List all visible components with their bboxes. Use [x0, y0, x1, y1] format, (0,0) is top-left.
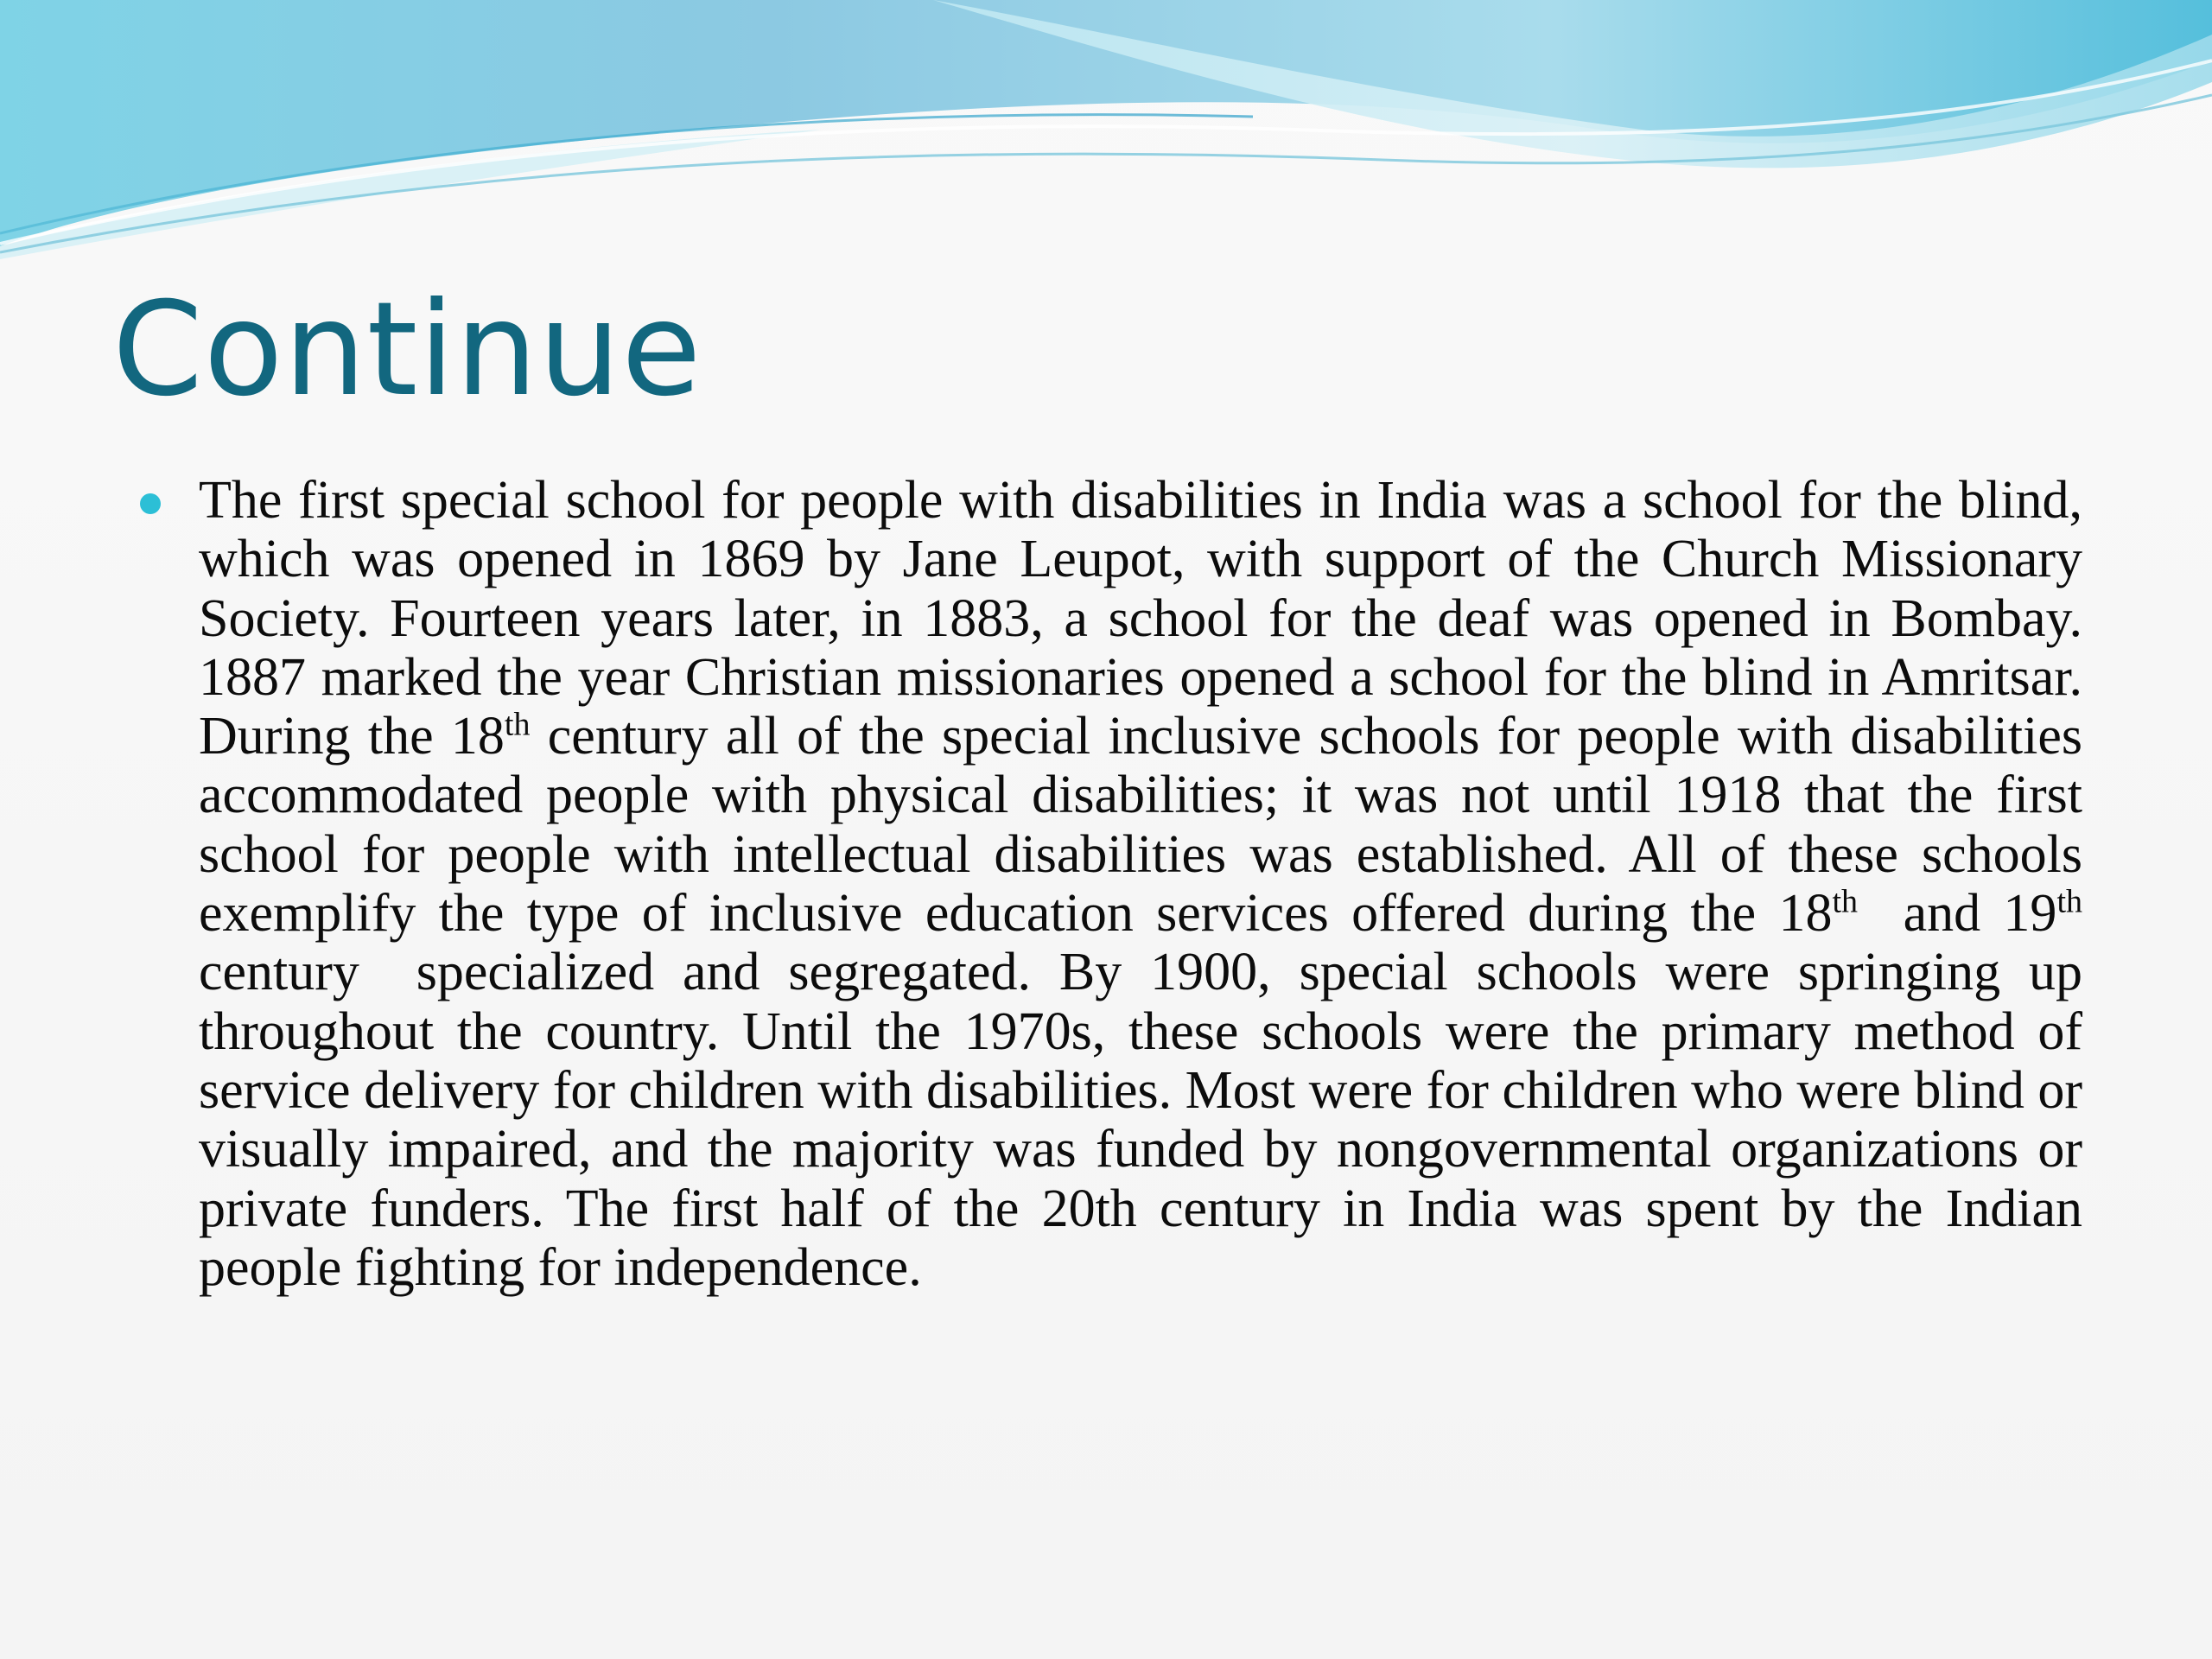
bullet-item — [130, 471, 2096, 1297]
round-bullet-icon — [140, 493, 161, 514]
bullet-text — [199, 471, 2096, 1297]
superscript-segment: th — [504, 706, 531, 743]
text-segment: century specialized and segregated. By 1900, special schools were springing up throughout the country. Until the 1970s, these schools were the primary method of service delivery for children with disabilities. Most were for children who were blind or visually impaired, and the majority was funded by nongovernmental organizations or private funders. The first half of the 20th century in India was spent by the Indian people fighting for independence. — [199, 884, 2096, 1297]
slide-body — [130, 471, 2096, 1297]
superscript-segment: th — [2056, 883, 2082, 920]
slide-title: Continue — [112, 275, 702, 425]
superscript-segment: th — [1832, 883, 1859, 920]
text-segment: century all of the special inclusive schools for people with disabilities accommodated people with physical disabilities; it was not until 1918 that the first school for people with intellectual disabilities was established. All of these schools exemplify the type of inclusive education services offered during the 18 — [199, 707, 2083, 944]
text-segment: and 19 — [1858, 884, 2057, 944]
text-segment: The first special school for people with disabilities in India was a school for the blind, which was opened in 1869 by Jane Leupot, with support of the Church Missionary Society. Fourteen years later, in 1883, a school for the deaf was opened in Bombay. 1887 marked the year Christian missionaries opened a school for the blind in Amritsar. During the 18 — [199, 471, 2082, 766]
header-wave-decoration — [0, 0, 2212, 259]
